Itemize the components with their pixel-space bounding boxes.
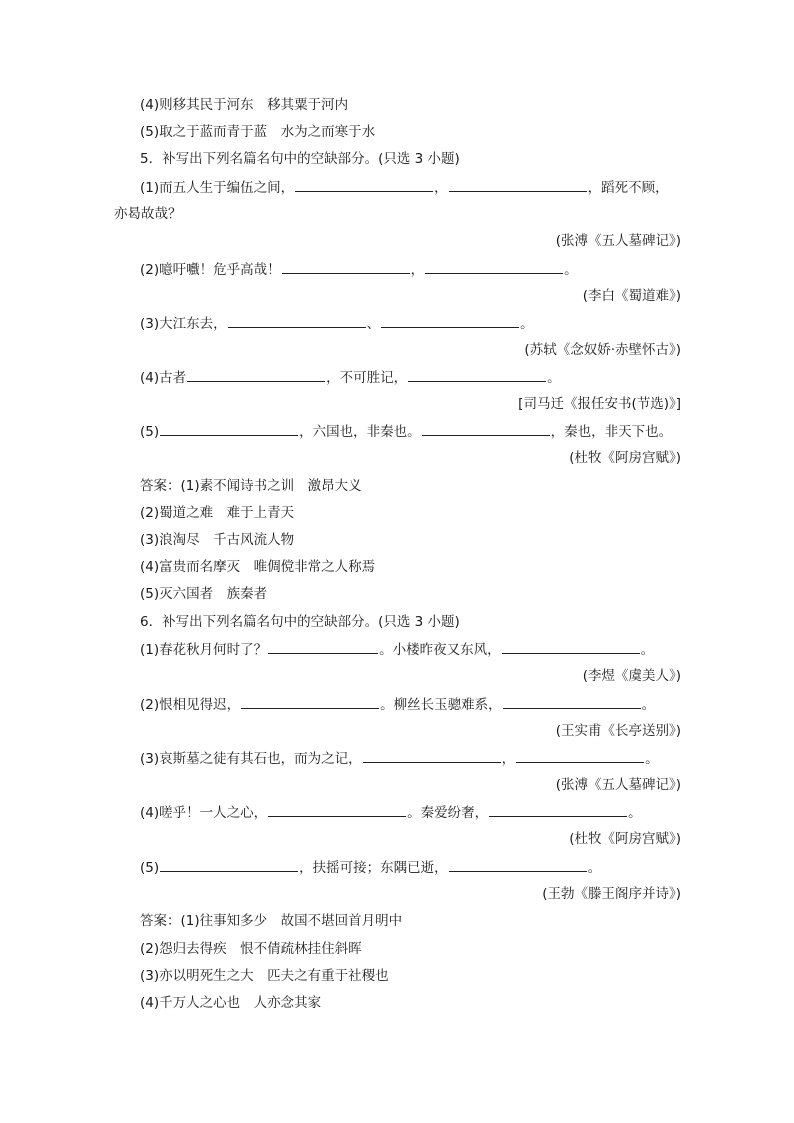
source-citation: (李白《蜀道难》) [582, 288, 681, 304]
fill-blank[interactable] [295, 177, 433, 192]
source-citation: (张溥《五人墓碑记》) [555, 233, 681, 249]
q5-item-5: (5) ，六国也，非秦也。 ，秦也，非天下也。 [140, 421, 672, 442]
fill-blank[interactable] [187, 367, 325, 382]
q6-item-1: (1)春花秋月何时了？ 。小楼昨夜又东风， 。 [140, 639, 654, 660]
fill-blank[interactable] [160, 421, 298, 436]
source-citation: [司马迁《报任安书(节选)》] [518, 396, 681, 412]
q6-item-4: (4)嗟乎！一人之心， 。秦爱纷奢， 。 [140, 802, 642, 823]
fill-blank[interactable] [381, 313, 519, 328]
fill-blank[interactable] [268, 639, 378, 654]
source-citation: (王实甫《长亭送别》) [555, 723, 681, 739]
source-citation: (苏轼《念奴娇·赤壁怀古》) [524, 342, 681, 358]
fill-blank[interactable] [228, 313, 366, 328]
fill-blank[interactable] [516, 748, 644, 763]
q6-item-5: (5) ，扶摇可接；东隅已逝， 。 [140, 857, 601, 878]
q5-item-3: (3)大江东去， 、 。 [140, 313, 534, 334]
q5-item-2: (2)噫吁嚱！危乎高哉！ ， 。 [140, 259, 578, 280]
fill-blank[interactable] [282, 259, 410, 274]
fill-blank[interactable] [363, 748, 501, 763]
fill-blank[interactable] [422, 421, 550, 436]
fill-blank[interactable] [425, 259, 563, 274]
answer-line: (5)灭六国者 族秦者 [140, 586, 268, 602]
source-citation: (李煜《虞美人》) [582, 668, 681, 684]
source-citation: (杜牧《阿房宫赋》) [569, 831, 681, 847]
fill-blank[interactable] [160, 857, 298, 872]
answer-line: (4)富贵而名摩灭 唯倜傥非常之人称焉 [140, 559, 376, 575]
q5-item-4: (4)古者 ，不可胜记， 。 [140, 367, 561, 388]
answer-line: (4)则移其民于河东 移其粟于河内 [140, 97, 349, 113]
q5-item-1: (1)而五人生于编伍之间， ， ，蹈死不顾， [140, 177, 669, 198]
fill-blank[interactable] [241, 694, 379, 709]
question-6-heading: 6．补写出下列名篇名句中的空缺部分。(只选 3 小题) [140, 614, 460, 630]
answer-line: (5)取之于蓝而青于蓝 水为之而寒于水 [140, 124, 376, 140]
fill-blank[interactable] [449, 857, 587, 872]
answer-line: (3)浪淘尽 千古风流人物 [140, 532, 295, 548]
fill-blank[interactable] [268, 802, 406, 817]
q6-item-3: (3)哀斯墓之徒有其石也，而为之记， ， 。 [140, 748, 659, 769]
fill-blank[interactable] [502, 639, 640, 654]
fill-blank[interactable] [408, 367, 546, 382]
source-citation: (杜牧《阿房宫赋》) [569, 450, 681, 466]
q5-item-1-cont: 亦曷故哉？ [114, 206, 182, 222]
q6-item-2: (2)恨相见得迟， 。柳丝长玉骢难系， 。 [140, 694, 655, 715]
source-citation: (王勃《滕王阁序并诗》) [542, 886, 681, 902]
fill-blank[interactable] [489, 802, 627, 817]
answer-line: (2)怨归去得疾 恨不倩疏林挂住斜晖 [140, 941, 362, 957]
answer-line: (3)亦以明死生之大 匹夫之有重于社稷也 [140, 968, 389, 984]
question-5-heading: 5．补写出下列名篇名句中的空缺部分。(只选 3 小题) [140, 151, 460, 167]
source-citation: (张溥《五人墓碑记》) [555, 777, 681, 793]
answer-line: (4)千万人之心也 人亦念其家 [140, 995, 322, 1011]
answer-line: 答案：(1)素不闻诗书之训 激昂大义 [140, 478, 362, 494]
answer-line: (2)蜀道之难 难于上青天 [140, 505, 295, 521]
answer-line: 答案：(1)往事知多少 故国不堪回首月明中 [140, 913, 403, 929]
fill-blank[interactable] [503, 694, 641, 709]
fill-blank[interactable] [449, 177, 587, 192]
